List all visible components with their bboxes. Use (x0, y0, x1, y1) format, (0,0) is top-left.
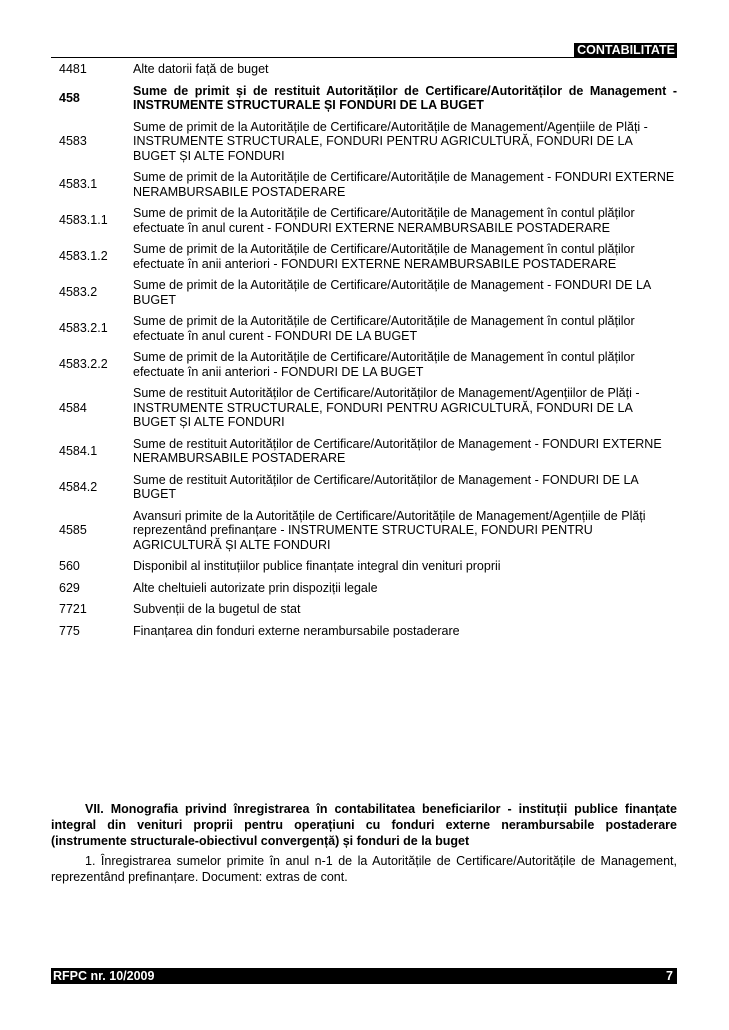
account-row (53, 473, 677, 502)
account-row (53, 581, 677, 596)
account-code: 4481 (59, 62, 87, 76)
account-description: Sume de primit de la Autoritățile de Certificare/Autoritățile de Management în contul plăților efectuate în anii anteriori - FONDURI EXTERNE NERAMBURSABILE POSTADERARE (133, 242, 635, 271)
account-row (53, 624, 677, 639)
account-code: 7721 (59, 602, 87, 616)
account-description: Disponibil al instituțiilor publice finanțate integral din venituri proprii (133, 559, 501, 573)
header-rule (51, 43, 677, 58)
account-description: Avansuri primite de la Autoritățile de Certificare/Autoritățile de Management/Agențiile de Plăți reprezentând prefinanțare - INSTRUMENTE STRUCTURALE, FONDURI PENTRU AGRICULTURĂ ȘI ALTE FONDURI (133, 508, 646, 552)
account-row (53, 170, 677, 199)
account-code: 4583.1 (59, 177, 98, 192)
account-description: Sume de primit de la Autoritățile de Certificare/Autoritățile de Management în contul plăților efectuate în anii anteriori - FONDURI DE LA BUGET (133, 350, 635, 379)
account-description: Sume de restituit Autorităților de Certificare/Autorităților de Management - FONDURI EXTERNE NERAMBURSABILE POSTADERARE (133, 436, 662, 465)
account-row (53, 242, 677, 271)
account-row (53, 62, 677, 77)
account-description: Alte datorii față de buget (133, 62, 269, 76)
account-row (53, 559, 677, 574)
account-description: Subvenții de la bugetul de stat (133, 602, 301, 616)
page-number: 7 (666, 969, 673, 983)
account-row (53, 602, 677, 617)
account-description: Sume de primit de la Autoritățile de Certificare/Autoritățile de Management/Agențiile de Plăți - INSTRUMENTE STRUCTURALE, FONDURI PENTRU AGRICULTURĂ, FONDURI DE LA BUGET ȘI ALTE FONDURI (133, 119, 648, 163)
account-description: Sume de primit de la Autoritățile de Certificare/Autoritățile de Management - FONDURI DE LA BUGET (133, 278, 651, 307)
account-row (53, 84, 677, 113)
account-code: 4584.2 (59, 479, 98, 494)
account-code: 4583.2.1 (59, 321, 108, 336)
account-code: 4583.1.1 (59, 213, 108, 228)
account-row (53, 437, 677, 466)
section-paragraph: 1. Înregistrarea sumelor primite în anul n-1 de la Autoritățile de Certificare/Autoritățile de Management, reprezentând prefinanțare. Document: extras de cont. (51, 854, 677, 884)
account-code: 4583.2 (59, 285, 98, 300)
account-description: Sume de primit și de restituit Autorităților de Certificare/Autorităților de Management - INSTRUMENTE STRUCTURALE ȘI FONDURI DE LA BUGET (133, 83, 677, 112)
account-code: 775 (59, 623, 80, 638)
publication-label: RFPC nr. 10/2009 (53, 969, 155, 983)
account-code: 629 (59, 580, 80, 595)
footer-bar (51, 968, 677, 984)
account-description: Finanțarea din fonduri externe nerambursabile postaderare (133, 623, 460, 638)
accounts-table (53, 62, 677, 645)
account-description: Sume de primit de la Autoritățile de Certificare/Autoritățile de Management în contul plăților efectuate în anul curent - FONDURI DE LA BUGET (133, 314, 635, 343)
account-code: 4585 (59, 523, 87, 537)
account-row (53, 509, 677, 553)
section-label: CONTABILITATE (574, 43, 677, 57)
account-code: 4584 (59, 400, 87, 415)
account-description: Sume de primit de la Autoritățile de Certificare/Autoritățile de Management în contul plăților efectuate în anul curent - FONDURI EXTERNE NERAMBURSABILE POSTADERARE (133, 206, 635, 235)
account-description: Sume de restituit Autorităților de Certificare/Autorităților de Management - FONDURI DE LA BUGET (133, 472, 639, 501)
account-code: 4583.2.2 (59, 357, 108, 372)
account-code: 4583.1.2 (59, 249, 108, 264)
account-row (53, 350, 677, 379)
account-row (53, 206, 677, 235)
monograph-section (51, 801, 677, 885)
account-row (53, 278, 677, 307)
account-code: 560 (59, 559, 80, 573)
account-description: Alte cheltuieli autorizate prin dispoziții legale (133, 580, 378, 595)
account-description: Sume de restituit Autorităților de Certificare/Autorităților de Management/Agențiilor de Plăți - INSTRUMENTE STRUCTURALE, FONDURI PENTRU AGRICULTURĂ, FONDURI DE LA BUGET ȘI ALTE FONDURI (133, 386, 640, 429)
account-row (53, 120, 677, 164)
account-code: 4584.1 (59, 443, 98, 458)
account-row (53, 314, 677, 343)
account-code: 458 (59, 90, 80, 105)
account-row (53, 386, 677, 430)
account-description: Sume de primit de la Autoritățile de Certificare/Autoritățile de Management - FONDURI EXTERNE NERAMBURSABILE POSTADERARE (133, 170, 675, 199)
account-code: 4583 (59, 134, 87, 148)
section-heading: VII. Monografia privind înregistrarea în contabilitatea beneficiarilor - instituții publice finanțate integral din venituri proprii pentru operațiuni cu fonduri externe nerambursabile postaderare (instrumente structurale-obiectivul convergență) și fonduri de la buget (51, 802, 677, 848)
